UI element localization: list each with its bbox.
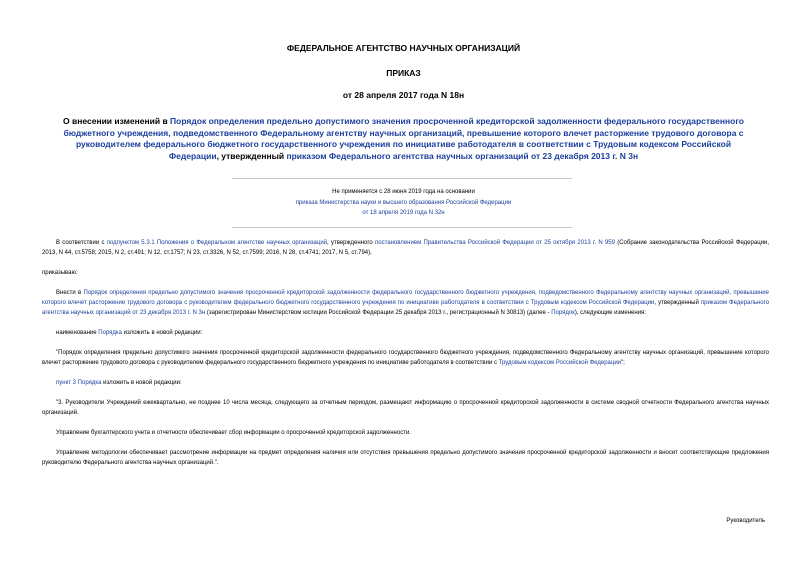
agency-heading: ФЕДЕРАЛЬНОЕ АГЕНТСТВО НАУЧНЫХ ОРГАНИЗАЦИЙ	[286, 43, 521, 53]
paragraph-amendment	[42, 288, 769, 318]
document-type: ПРИКАЗ	[386, 68, 421, 78]
paragraph-item3-change	[42, 378, 769, 388]
link-regulation-subclause[interactable]: подпунктом 5.3.1 Положения о Федеральном агентстве научных организаций	[106, 240, 328, 246]
paragraph-basis	[42, 238, 769, 258]
status-note-line: Не применяется с 28 июня 2019 года на основании	[332, 189, 475, 195]
status-note-link-date[interactable]: от 18 апреля 2019 года N 32н	[362, 210, 445, 216]
link-order-3n[interactable]: приказом Федерального агентства научных организаций от 23 декабря 2013 г. N 3н	[42, 300, 770, 316]
title-text: , утвержденный	[216, 150, 287, 161]
paragraph-name-change	[42, 328, 769, 338]
paragraph-new-name	[42, 348, 769, 368]
paragraph-text: ), следующие изменения:	[574, 310, 646, 316]
paragraph-text: изложить в новой редакции:	[122, 330, 203, 336]
status-note-link[interactable]: приказа Министерства науки и высшего образования Российской Федерации	[295, 199, 512, 206]
title-link-order[interactable]: приказом Федерального агентства научных организаций от 23 декабря 2013 г. N 3н	[286, 150, 639, 161]
link-procedure-short[interactable]: Порядок	[551, 310, 575, 316]
link-item3[interactable]: пункт 3 Порядка	[56, 380, 102, 386]
paragraph-text: , утвержденный	[654, 300, 701, 306]
paragraph-text: , утвержденного	[327, 240, 375, 246]
link-government-decree[interactable]: постановлением Правительства Российской Федерации от 25 октября 2013 г. N 959	[374, 240, 615, 246]
divider-bottom	[232, 227, 572, 228]
paragraph-item3-text: "3. Руководители Учреждений ежеквартально, не позднее 10 числа месяца, следующего за отчетным периодом, размещают информацию о просроченной кредиторской задолженности в системе сводной отчетности Федерального агентства научных организаций.	[42, 400, 769, 416]
status-note	[0, 187, 807, 219]
paragraph-text: ";	[621, 360, 625, 366]
paragraph-text: наименование	[56, 330, 99, 336]
paragraph-text: Внести в	[56, 290, 84, 296]
title-text: О внесении изменений в	[63, 116, 171, 126]
paragraph-accounting: Управление бухгалтерского учета и отчетности обеспечивает сбор информации о просроченной кредиторской задолженности.	[56, 430, 411, 436]
link-labor-code[interactable]: Трудовым кодексом Российской Федерации	[498, 360, 622, 366]
paragraph-methodology: Управление методологии обеспечивает рассмотрение информации на предмет определения наличия или отсутствия превышения предельно допустимого значения просроченной кредиторской задолженности и вносит соответствующие предложения руководителю Федерального агентства научных организаций.".	[42, 450, 769, 466]
paragraph-text: "Порядок определения предельно допустимого значения просроченной кредиторской задолженности федерального государственного бюджетного учреждения, подведомственного Федеральному агентству научных организаций, превышение которого влечет расторжение трудового договора с руководителем федерального государственного бюджетного учреждения по инициативе работодателя в соответствии с	[42, 350, 769, 366]
document-title	[60, 116, 747, 162]
link-procedure[interactable]: Порядок определения предельно допустимого значения просроченной кредиторской задолженности федерального государственного бюджетного учреждения, подведомственного Федеральному агентству научных организаций, превышение которого влечет расторжение трудового договора с руководителем федерального бюджетного государственного учреждения по инициативе работодателя в соответствии с Трудовым кодексом Российской Федерации	[42, 290, 769, 306]
signature-label: Руководитель	[726, 518, 765, 524]
document-date: от 28 апреля 2017 года N 18н	[342, 90, 465, 100]
title-link-procedure[interactable]: Порядок определения предельно допустимого значения просроченной кредиторской задолженности федерального государственного бюджетного учреждения, подведомственного Федеральному агентству научных организаций, превышение которого влечет расторжение трудового договора с руководителем федерального бюджетного государственного учреждения по инициативе работодателя в соответствии с Трудовым кодексом Российской Федерации	[63, 116, 744, 161]
document-body	[42, 238, 769, 478]
paragraph-text: В соответствии с	[56, 240, 107, 246]
paragraph-text: изложить в новой редакции:	[101, 380, 182, 386]
paragraph-text: (зарегистрирован Министерством юстиции Российской Федерации 25 декабря 2013 г., регистрационный N 30813) (далее -	[205, 310, 552, 316]
divider-top	[232, 178, 572, 179]
paragraph-order: приказываю:	[42, 270, 78, 276]
paragraph-text: (Собрание законодательства Российской Федерации, 2013, N 44, ст.5758; 2015, N 2, ст.491; N 12, ст.1757; N 23, ст.3326, N 52, ст.7599; 2016, N 28, ст.4741; 2017, N 5, ст.794),	[42, 240, 769, 256]
link-procedure-name[interactable]: Порядка	[98, 330, 123, 336]
